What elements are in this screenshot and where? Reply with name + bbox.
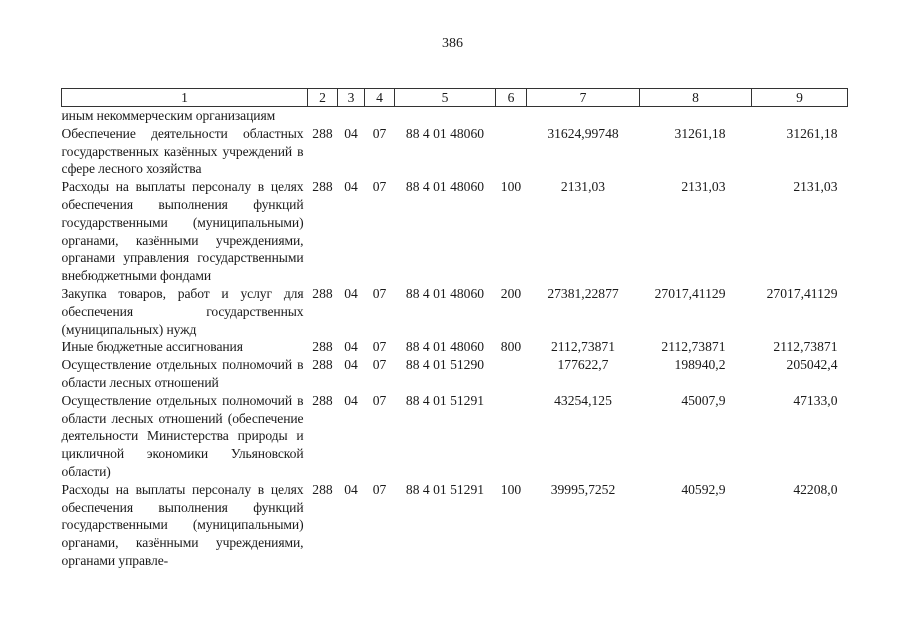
row-target-article: 88 4 01 48060 <box>405 125 485 141</box>
row-admin-code: 288 <box>312 339 333 355</box>
row-amount-col8: 31261,18 <box>674 125 726 141</box>
row-admin-code: 288 <box>312 125 333 141</box>
table-row <box>62 338 848 356</box>
row-expense-type: 800 <box>500 339 522 355</box>
row-name: иным некоммерческим организациям <box>61 108 276 123</box>
header-row <box>62 89 848 107</box>
row-section: 04 <box>344 392 358 408</box>
row-section: 04 <box>344 339 358 355</box>
row-amount-col9 <box>752 107 848 125</box>
row-subsection: 07 <box>372 125 387 141</box>
row-name: Расходы на выплаты персоналу в целях обеспечения выполнения функций государственными (муниципальными) органами, казёнными учреждениями, органами управле- <box>61 481 304 568</box>
row-amount-col8: 2112,73871 <box>661 339 726 355</box>
page-number: 386 <box>442 36 463 51</box>
header-cell: 4 <box>365 89 395 107</box>
row-name: Осуществление отдельных полномочий в области лесных отношений (обеспечение деятельности Министерства природы и цикличной экономики Ульяновской области) <box>61 392 304 479</box>
header-cell: 8 <box>640 89 752 107</box>
row-admin-code: 288 <box>312 285 333 301</box>
row-name: Обеспечение деятельности областных государственных казённых учреждений в сфере лесного хозяйства <box>61 125 304 177</box>
header-cell: 1 <box>62 89 308 107</box>
row-target-article: 88 4 01 48060 <box>405 285 485 301</box>
row-subsection: 07 <box>372 481 387 497</box>
row-amount-col8: 2131,03 <box>681 179 726 195</box>
row-expense-type <box>496 107 527 125</box>
row-expense-type <box>496 392 527 481</box>
row-target-article: 88 4 01 48060 <box>405 339 485 355</box>
row-amount-col8 <box>640 107 752 125</box>
row-expense-type <box>496 125 527 178</box>
header-cell: 6 <box>496 89 527 107</box>
row-expense-type: 100 <box>500 481 522 497</box>
header-cell: 9 <box>752 89 848 107</box>
row-amount-col9: 31261,18 <box>786 125 838 141</box>
row-amount-col8: 27017,41129 <box>654 285 726 301</box>
row-amount-col8: 40592,9 <box>681 481 726 497</box>
row-admin-code: 288 <box>312 179 333 195</box>
row-amount-col7 <box>527 107 640 125</box>
header-cell: 7 <box>527 89 640 107</box>
row-admin-code: 288 <box>312 392 333 408</box>
row-amount-col7: 39995,7252 <box>550 481 616 497</box>
row-admin-code <box>308 107 338 125</box>
row-expense-type <box>496 356 527 392</box>
row-target-article <box>395 107 496 125</box>
row-section: 04 <box>344 125 358 141</box>
row-target-article: 88 4 01 51291 <box>405 481 485 497</box>
row-amount-col9: 2112,73871 <box>773 339 838 355</box>
table-row <box>62 125 848 178</box>
row-section: 04 <box>344 357 358 373</box>
row-name: Иные бюджетные ассигнования <box>61 339 243 355</box>
row-section: 04 <box>344 285 358 301</box>
table-row <box>62 356 848 392</box>
table-row <box>62 481 848 570</box>
table-row <box>62 285 848 338</box>
header-cell: 2 <box>308 89 338 107</box>
row-expense-type: 200 <box>500 285 522 301</box>
row-name: Закупка товаров, работ и услуг для обеспечения государственных (муниципальных) нужд <box>61 285 304 337</box>
row-admin-code: 288 <box>312 357 333 373</box>
row-name: Расходы на выплаты персоналу в целях обеспечения выполнения функций государственными (муниципальными) органами, казёнными учреждениями, органами управления государственными внебюджетными фондами <box>61 179 304 284</box>
header-cell: 5 <box>395 89 496 107</box>
row-section <box>338 107 365 125</box>
row-amount-col8: 198940,2 <box>674 357 726 373</box>
row-subsection <box>365 107 395 125</box>
table-row <box>62 178 848 285</box>
row-amount-col8: 45007,9 <box>681 392 726 408</box>
row-expense-type: 100 <box>500 179 522 195</box>
row-amount-col7: 31624,99748 <box>547 125 619 141</box>
row-subsection: 07 <box>372 339 387 355</box>
row-amount-col7: 177622,7 <box>557 357 609 373</box>
row-admin-code: 288 <box>312 481 333 497</box>
row-amount-col7: 27381,22877 <box>547 285 619 301</box>
budget-table <box>61 88 848 570</box>
row-amount-col9: 42208,0 <box>793 481 838 497</box>
header-cell: 3 <box>338 89 365 107</box>
row-amount-col9: 27017,41129 <box>766 285 838 301</box>
row-subsection: 07 <box>372 357 387 373</box>
table-row <box>62 107 848 125</box>
row-subsection: 07 <box>372 179 387 195</box>
row-subsection: 07 <box>372 392 387 408</box>
row-target-article: 88 4 01 51290 <box>405 357 485 373</box>
row-amount-col9: 47133,0 <box>793 392 838 408</box>
row-amount-col9: 2131,03 <box>793 179 838 195</box>
row-amount-col7: 2112,73871 <box>550 339 616 355</box>
row-subsection: 07 <box>372 285 387 301</box>
row-amount-col7: 2131,03 <box>560 179 606 195</box>
row-target-article: 88 4 01 48060 <box>405 179 485 195</box>
row-amount-col7: 43254,125 <box>554 392 612 408</box>
row-name: Осуществление отдельных полномочий в области лесных отношений <box>61 357 304 390</box>
row-target-article: 88 4 01 51291 <box>405 392 485 408</box>
row-section: 04 <box>344 481 358 497</box>
row-amount-col9: 205042,4 <box>786 357 838 373</box>
row-section: 04 <box>344 179 358 195</box>
table-row <box>62 392 848 481</box>
